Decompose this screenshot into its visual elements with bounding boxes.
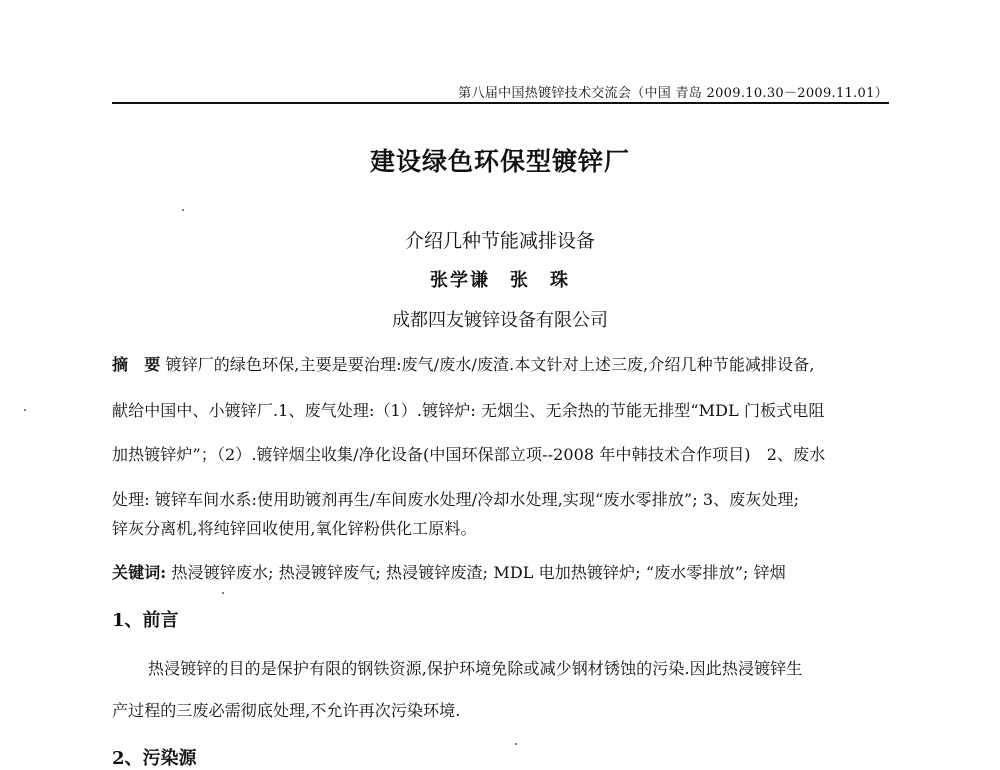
scan-speck: [222, 592, 224, 594]
keywords-label: 关键词:: [112, 563, 167, 582]
scan-speck: [24, 409, 26, 411]
section-heading-intro: 1、前言: [112, 610, 179, 631]
abstract-line-1: [112, 352, 815, 375]
paper-subtitle: 介绍几种节能减排设备: [404, 230, 595, 252]
running-header: 第八届中国热镀锌技术交流会（中国 青岛 2009.10.30－2009.11.01）: [458, 86, 888, 101]
abstract-label: 摘 要: [112, 355, 161, 374]
abstract-line-4: 处理: 镀锌车间水系:使用助镀剂再生/车间废水处理/冷却水处理,实现“废水零排放”; 3、废灰处理;: [112, 490, 800, 509]
keywords-text: 热浸镀锌废水; 热浸镀锌废气; 热浸镀锌废渣; MDL 电加热镀锌炉; “废水零排放”; 锌烟: [171, 563, 786, 582]
keywords-line: [112, 560, 786, 583]
paper-authors: 张学谦 张 珠: [430, 270, 570, 291]
abstract-line-5: 锌灰分离机,将纯锌回收使用,氧化锌粉供化工原料。: [112, 519, 477, 538]
header-rule: [112, 102, 889, 104]
section-heading-pollution: 2、污染源: [112, 748, 197, 769]
paper-title: 建设绿色环保型镀锌厂: [369, 147, 630, 176]
paper-affiliation: 成都四友镀锌设备有限公司: [392, 310, 608, 331]
abstract-line-3: 加热镀锌炉”；（2）.镀锌烟尘收集/净化设备(中国环保部立项--2008 年中韩技术合作项目) 2、废水: [112, 445, 826, 464]
intro-line-2: 产过程的三废必需彻底处理,不允许再次污染环境.: [112, 701, 461, 720]
abstract-text: 镀锌厂的绿色环保,主要是要治理:废气/废水/废渣.本文针对上述三废,介绍几种节能减排设备,: [165, 355, 815, 374]
abstract-line-2: 献给中国中、小镀锌厂.1、废气处理:（1）.镀锌炉: 无烟尘、无余热的节能无排型“MDL 门板式电阻: [112, 401, 825, 420]
scan-speck: [515, 743, 517, 745]
scan-speck: [182, 209, 184, 211]
intro-line-1: 热浸镀锌的目的是保护有限的钢铁资源,保护环境免除或减少钢材锈蚀的污染.因此热浸镀锌生: [148, 659, 803, 678]
